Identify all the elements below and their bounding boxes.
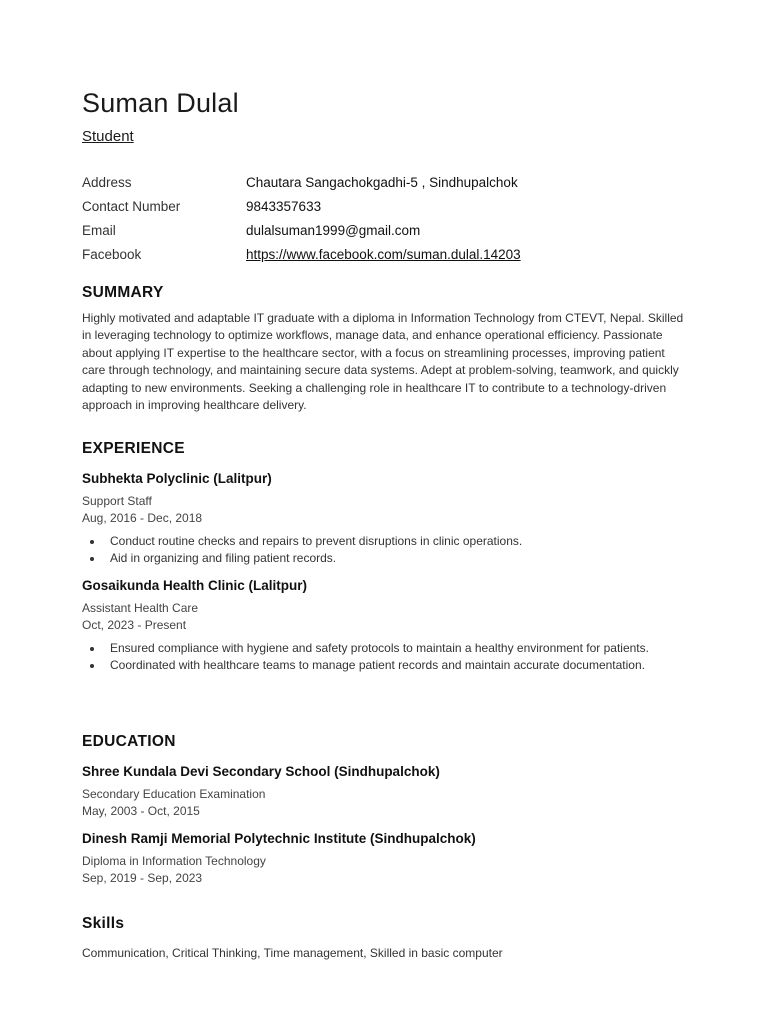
- bullet-item: • Aid in organizing and filing patient records.: [104, 550, 686, 567]
- summary-section: [82, 284, 686, 414]
- experience-org: Subhekta Polyclinic (Lalitpur): [82, 471, 272, 486]
- contact-row-address: [82, 170, 686, 194]
- facebook-link[interactable]: https://www.facebook.com/suman.dulal.14203: [246, 246, 521, 262]
- summary-text: Highly motivated and adaptable IT graduate with a diploma in Information Technology from CTEVT, Nepal. Skilled in leveraging technology to optimize workflows, manage data, and enhance operational efficiency. Passionate about applying IT expertise to the healthcare sector, with a focus on streamlining processes, improving patient care through technology, and maintaining secure data systems. Adept at problem-solving, teamwork, and quickly adapting to new environments. Seeking a challenging role in healthcare IT to contribute to a technology-driven approach in improving healthcare delivery.: [82, 311, 684, 413]
- section-title: EDUCATION: [82, 733, 176, 750]
- experience-section: [82, 440, 686, 673]
- email-value: dulalsuman1999@gmail.com: [246, 222, 421, 238]
- experience-bullets: [82, 640, 686, 673]
- contact-row-phone: [82, 194, 686, 218]
- contact-row-email: [82, 218, 686, 242]
- experience-org: Gosaikunda Health Clinic (Lalitpur): [82, 578, 308, 593]
- education-dates: May, 2003 - Oct, 2015: [82, 804, 200, 818]
- contact-label: Contact Number: [82, 198, 181, 214]
- experience-bullets: [82, 533, 686, 566]
- skills-section: [82, 915, 686, 960]
- education-school: Shree Kundala Devi Secondary School (Sindhupalchok): [82, 764, 440, 779]
- contact-label: Email: [82, 222, 116, 238]
- contact-label: Facebook: [82, 246, 142, 262]
- bullet-item: • Coordinated with healthcare teams to manage patient records and maintain accurate documentation.: [104, 657, 686, 674]
- education-degree: Diploma in Information Technology: [82, 854, 266, 868]
- section-title: Skills: [82, 915, 125, 932]
- skills-text: Communication, Critical Thinking, Time management, Skilled in basic computer: [82, 946, 503, 960]
- contact-label: Address: [82, 174, 132, 190]
- experience-entry: [82, 578, 686, 673]
- section-title: SUMMARY: [82, 284, 164, 301]
- education-dates: Sep, 2019 - Sep, 2023: [82, 871, 203, 885]
- bullet-item: • Conduct routine checks and repairs to prevent disruptions in clinic operations.: [104, 533, 686, 550]
- section-title: EXPERIENCE: [82, 440, 185, 457]
- experience-position: Assistant Health Care: [82, 601, 199, 615]
- contact-row-facebook: [82, 242, 686, 266]
- experience-entry: [82, 471, 686, 566]
- experience-dates: Aug, 2016 - Dec, 2018: [82, 511, 203, 525]
- education-school: Dinesh Ramji Memorial Polytechnic Institute (Sindhupalchok): [82, 831, 476, 846]
- education-section: [82, 733, 686, 887]
- bullet-item: • Ensured compliance with hygiene and safety protocols to maintain a healthy environment for patients.: [104, 640, 686, 657]
- education-degree: Secondary Education Examination: [82, 787, 266, 801]
- contact-block: [82, 170, 686, 266]
- experience-position: Support Staff: [82, 494, 152, 508]
- phone-value: 9843357633: [246, 198, 322, 214]
- resume-name: Suman Dulal: [82, 88, 239, 118]
- address-value: Chautara Sangachokgadhi-5 , Sindhupalchok: [246, 174, 518, 190]
- resume-role: Student: [82, 128, 134, 145]
- experience-dates: Oct, 2023 - Present: [82, 618, 187, 632]
- education-entry: [82, 764, 686, 820]
- education-entry: [82, 831, 686, 887]
